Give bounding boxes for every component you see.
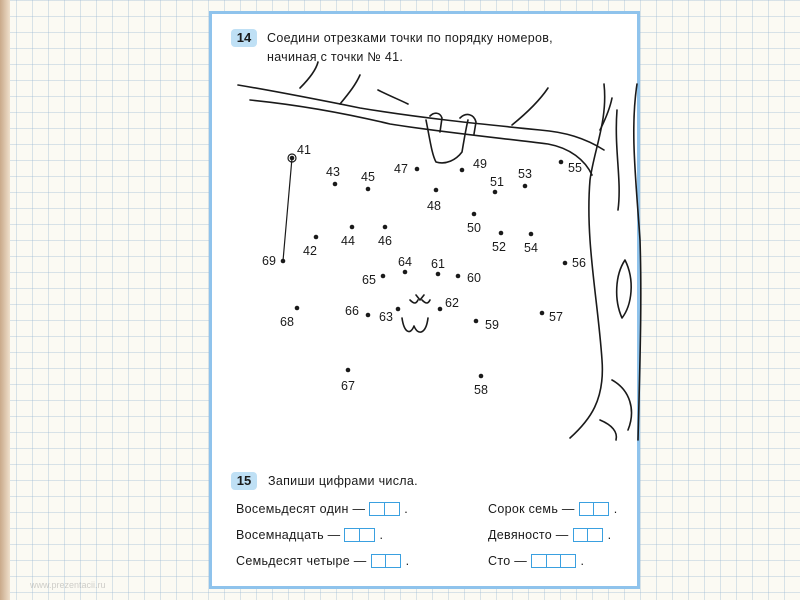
- point-44-label: 44: [341, 234, 355, 248]
- exercise-row-right-3: [488, 554, 584, 568]
- point-41-dot: [290, 156, 295, 161]
- task-14-instruction-line2: начиная с точки № 41.: [267, 50, 404, 64]
- point-59-label: 59: [485, 318, 499, 332]
- point-62-dot: [438, 307, 443, 312]
- point-52-label: 52: [492, 240, 506, 254]
- point-69-dot: [281, 259, 286, 264]
- point-48-label: 48: [427, 199, 441, 213]
- point-62-label: 62: [445, 296, 459, 310]
- point-55-dot: [559, 160, 564, 165]
- digit-box[interactable]: [587, 528, 603, 542]
- point-54-label: 54: [524, 241, 538, 255]
- exercise-row-right-1: [488, 502, 618, 516]
- point-41-label: 41: [297, 143, 311, 157]
- exercise-label: Сто —: [488, 554, 528, 568]
- point-47-dot: [415, 167, 420, 172]
- point-50-dot: [472, 212, 477, 217]
- period-mark: .: [607, 528, 612, 542]
- answer-boxes[interactable]: [579, 502, 608, 516]
- point-60-label: 60: [467, 271, 481, 285]
- digit-box[interactable]: [593, 502, 609, 516]
- period-mark: .: [613, 502, 618, 516]
- point-52-dot: [499, 231, 504, 236]
- digit-box[interactable]: [560, 554, 576, 568]
- exercise-label: Восемьдесят один —: [236, 502, 366, 516]
- point-61-dot: [436, 272, 441, 277]
- point-48-dot: [434, 188, 439, 193]
- point-57-dot: [540, 311, 545, 316]
- point-64-label: 64: [398, 255, 412, 269]
- answer-boxes[interactable]: [531, 554, 575, 568]
- point-66-dot: [366, 313, 371, 318]
- point-65-label: 65: [362, 273, 376, 287]
- point-63-label: 63: [379, 310, 393, 324]
- point-69-label: 69: [262, 254, 276, 268]
- period-mark: .: [580, 554, 585, 568]
- period-mark: .: [404, 502, 409, 516]
- point-50-label: 50: [467, 221, 481, 235]
- point-59-dot: [474, 319, 479, 324]
- watermark: www.prezentacii.ru: [30, 580, 106, 590]
- point-49-label: 49: [473, 157, 487, 171]
- point-55-label: 55: [568, 161, 582, 175]
- point-54-dot: [529, 232, 534, 237]
- point-56-dot: [563, 261, 568, 266]
- answer-boxes[interactable]: [344, 528, 373, 542]
- tree-branch: [238, 85, 604, 150]
- point-51-dot: [493, 190, 498, 195]
- exercise-label: Восемнадцать —: [236, 528, 341, 542]
- point-43-dot: [333, 182, 338, 187]
- exercise-row-left-3: [236, 554, 409, 568]
- task-15-title: Запиши цифрами числа.: [268, 474, 418, 488]
- digit-box[interactable]: [384, 502, 400, 516]
- point-45-label: 45: [361, 170, 375, 184]
- point-68-label: 68: [280, 315, 294, 329]
- point-46-label: 46: [378, 234, 392, 248]
- point-68-dot: [295, 306, 300, 311]
- digit-box[interactable]: [385, 554, 401, 568]
- point-45-dot: [366, 187, 371, 192]
- exercise-row-left-1: [236, 502, 408, 516]
- point-42-dot: [314, 235, 319, 240]
- answer-boxes[interactable]: [369, 502, 398, 516]
- exercise-label: Сорок семь —: [488, 502, 575, 516]
- answer-boxes[interactable]: [573, 528, 602, 542]
- point-53-label: 53: [518, 167, 532, 181]
- point-63-dot: [396, 307, 401, 312]
- point-44-dot: [350, 225, 355, 230]
- point-65-dot: [381, 274, 386, 279]
- point-46-dot: [383, 225, 388, 230]
- task-15-number: 15: [231, 472, 257, 490]
- point-67-label: 67: [341, 379, 355, 393]
- point-61-label: 61: [431, 257, 445, 271]
- point-56-label: 56: [572, 256, 586, 270]
- period-mark: .: [379, 528, 384, 542]
- exercise-row-right-2: [488, 528, 611, 542]
- point-43-label: 43: [326, 165, 340, 179]
- point-58-label: 58: [474, 383, 488, 397]
- numbered-points: [262, 143, 586, 397]
- point-58-dot: [479, 374, 484, 379]
- point-57-label: 57: [549, 310, 563, 324]
- task-14-instruction-line1: Соедини отрезками точки по порядку номеров,: [267, 31, 553, 45]
- exercise-label: Семьдесят четыре —: [236, 554, 367, 568]
- point-60-dot: [456, 274, 461, 279]
- point-47-label: 47: [394, 162, 408, 176]
- point-67-dot: [346, 368, 351, 373]
- point-49-dot: [460, 168, 465, 173]
- exercise-label: Девяносто —: [488, 528, 569, 542]
- answer-boxes[interactable]: [371, 554, 400, 568]
- task-14-number: 14: [231, 29, 257, 47]
- exercise-row-left-2: [236, 528, 383, 542]
- point-64-dot: [403, 270, 408, 275]
- point-53-dot: [523, 184, 528, 189]
- period-mark: .: [405, 554, 410, 568]
- point-51-label: 51: [490, 175, 504, 189]
- point-42-label: 42: [303, 244, 317, 258]
- digit-box[interactable]: [359, 528, 375, 542]
- point-66-label: 66: [345, 304, 359, 318]
